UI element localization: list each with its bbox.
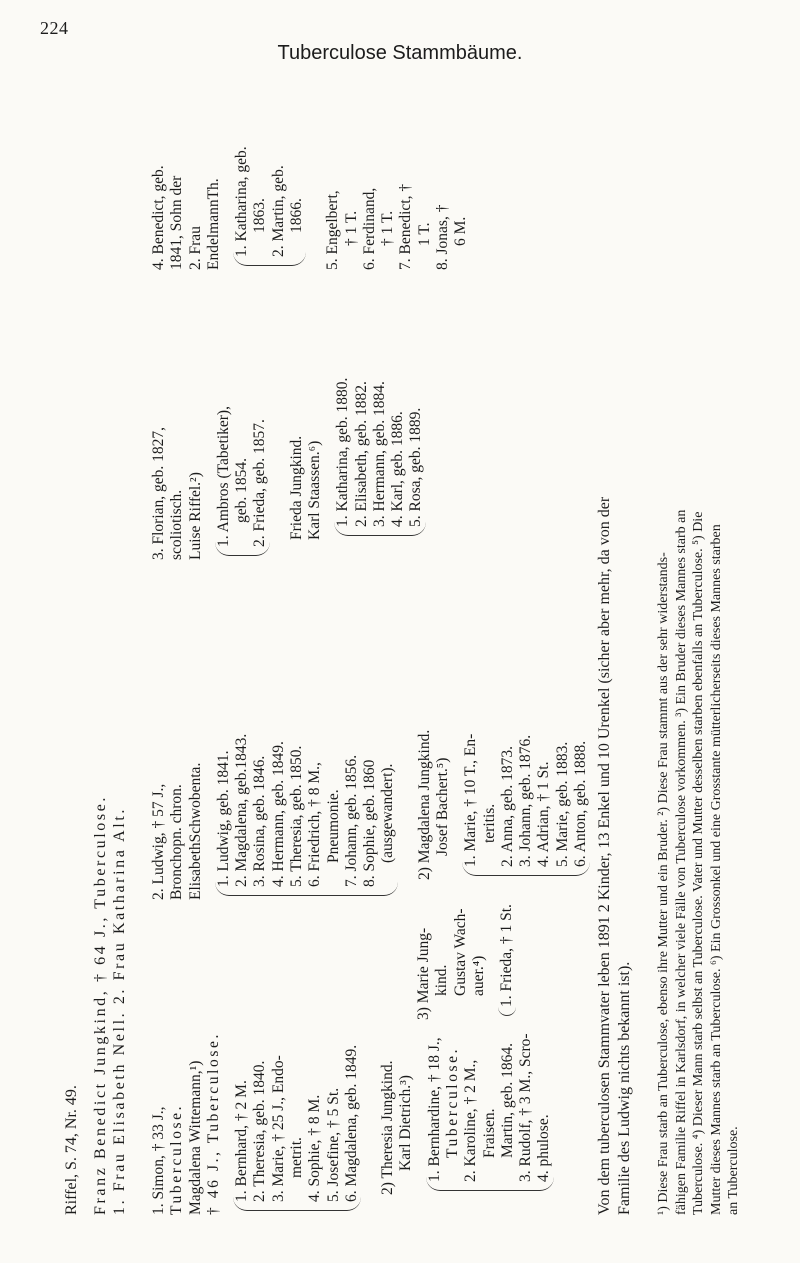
list-item: Fraisen. [480, 1108, 498, 1158]
children-brace [462, 734, 590, 876]
children-brace [215, 406, 270, 556]
entry: Luise Riffel.²) [186, 472, 204, 560]
list-item: 4. phulose. [535, 1114, 553, 1182]
footnote-line: ¹) Diese Frau starb an Tuberculose, ebenso ihre Mutter und ein Bruder. ²) Diese Frau stammt aus der sehr widerstands- [656, 552, 671, 1215]
entry: Karl Staassen.⁶) [305, 440, 323, 540]
list-item: 1. Ludwig, geb. 1841. [214, 750, 232, 887]
entry: EndelmannTh. [204, 178, 222, 270]
list-item: 8. Sophie, geb. 1860 [361, 759, 379, 887]
children-list [334, 378, 425, 527]
list-item: 1863. [251, 198, 269, 233]
entry: Magdalena Wittemann,¹) [186, 1060, 204, 1215]
list-item: metrit. [287, 1137, 305, 1178]
list-item: 3. Rosina, geb. 1846. [251, 755, 269, 887]
entry: 1. Simon, † 33 J., [150, 1106, 167, 1215]
ancestor-wives: 1. Frau Elisabeth Nell. 2. Frau Katharina Alt. [110, 807, 128, 1215]
list-item: 1. Bernhard, † 2 M. [233, 1080, 251, 1202]
children-brace [426, 1033, 554, 1191]
footnote-line: an Tuberculose. [726, 1126, 741, 1215]
children-list [233, 1045, 361, 1202]
branch-parent [150, 378, 205, 560]
list-item: 2. Anna, geb. 1873. [498, 746, 516, 867]
entry: Josef Bachert.⁵) [433, 757, 451, 856]
entry: kind. [433, 964, 451, 996]
children-brace [215, 734, 398, 896]
list-item: 4. Sophie, † 8 M. [306, 1094, 324, 1202]
branch-ludwig [150, 730, 590, 900]
entry: ElisabethSchwobenta. [186, 762, 204, 900]
list-item: 3. Rudolf, † 3 M., Scro- [517, 1033, 535, 1182]
children-brace [233, 1045, 361, 1211]
entry: † 1 T. [379, 210, 397, 246]
branch-parent [150, 146, 223, 270]
entry: 5. Engelbert, [324, 190, 342, 270]
children-brace [498, 904, 516, 1016]
list-item: 2. Magdalena, geb.1843. [233, 733, 251, 887]
entry: 2. Frau [186, 226, 204, 270]
children-list [215, 406, 270, 547]
entry: 1841, Sohn der [168, 175, 186, 270]
branch-parent [150, 1032, 223, 1215]
list-item: 6. Anton, geb. 1888. [571, 740, 589, 867]
list-item: 5. Marie, geb. 1883. [553, 741, 571, 867]
list-item: 6. Friedrich, † 8 M., [306, 762, 324, 887]
list-item: 4. Adrian, † 1 St. [535, 761, 553, 867]
list-item: 1. Bernhardine, † 18 J., [425, 1037, 443, 1182]
other-children [324, 146, 470, 270]
entry: 6 M. [452, 216, 470, 246]
subbranch-theresia [379, 1032, 554, 1195]
entry: Gustav Wach- [451, 908, 469, 996]
running-head: Tuberculose Stammbäume. [277, 42, 523, 64]
list-item: Martin, geb. 1864. [498, 1043, 516, 1158]
list-item: 1. Katharina, geb. [233, 146, 251, 257]
footnote-line: Tuberculose. ⁴) Dieser Mann starb selbst an Tuberculose. Vater und Mutter desselben starben ebenfalls an Tuberculose. ⁵) Die [691, 511, 706, 1215]
entry: 4. Benedict, geb. [150, 165, 167, 270]
branch-simon [150, 1032, 554, 1215]
branch-parent [150, 730, 205, 900]
summary-line: Von dem tuberculosen Stammvater leben 1891 2 Kinder, 13 Enkel und 10 Urenkel (sicher aber mehr, da von der [596, 496, 613, 1215]
entry: † 1 T. [342, 210, 360, 246]
footnote-line: Mutter dieses Mannes starb an Tuberculose. ⁶) Ein Grossonkel und eine Grosstante mütterlicherseits dieses Mannes starben [708, 524, 724, 1215]
list-item: Pneumonie. [324, 789, 342, 863]
branch-benedict [150, 146, 471, 270]
list-item: 5. Theresia, geb. 1850. [287, 745, 305, 887]
list-item: 2. Karoline, † 2 M., [462, 1059, 480, 1182]
children-list [233, 146, 306, 257]
branch-florian [150, 378, 426, 560]
list-item: 2. Theresia, geb. 1840. [251, 1060, 269, 1202]
subbranch-marie [415, 904, 516, 1020]
list-item: 7. Johann, geb. 1856. [342, 754, 360, 887]
list-item: (ausgewandert). [379, 763, 397, 863]
footnote-line: fähigen Familie Riffel in Karlsdorf, in welcher viele Fälle von Tuberculose vorkommen. ³) Ein Bruder dieses Mannes starb an [673, 509, 689, 1215]
list-item: teritis. [480, 803, 498, 843]
list-item: 5. Rosa, geb. 1889. [407, 407, 425, 527]
entry: 3. Florian, geb. 1827, [150, 426, 167, 560]
subbranch-frieda [288, 378, 426, 540]
list-item: 2. Elisabeth, geb. 1882. [352, 381, 370, 527]
entry: 3) Marie Jung- [415, 927, 432, 1020]
list-item: 1. Marie, † 10 T., En- [462, 733, 480, 867]
list-item: Tuberculose. [443, 1046, 461, 1158]
list-item: 1. Katharina, geb. 1880. [334, 377, 352, 527]
entry: Frieda Jungkind. [287, 435, 305, 540]
subbranch-magdalena [416, 730, 591, 880]
entry: 6. Ferdinand, [360, 187, 378, 270]
entry: auer.⁴) [469, 955, 487, 996]
list-item: 4. Karl, geb. 1886. [389, 411, 407, 527]
list-item: geb. 1854. [233, 457, 251, 523]
children-list [215, 734, 398, 887]
list-item: 2. Frieda, geb. 1857. [251, 419, 269, 547]
list-item: 3. Hermann, geb. 1884. [370, 381, 388, 527]
children-list [462, 734, 590, 867]
list-item: 1866. [287, 198, 305, 233]
entry: Karl Dietrich.³) [397, 1075, 415, 1171]
entry: 2. Ludwig, † 57 J., [150, 783, 167, 900]
entry: scoliotisch. [168, 489, 186, 560]
list-item: 1. Frieda, † 1 St. [498, 904, 516, 1007]
page-number: 224 [40, 18, 69, 38]
list-item: 4. Hermann, geb. 1849. [269, 741, 287, 887]
entry: Tuberculose. [168, 1103, 186, 1215]
list-item: 3. Marie, † 25 J., Endo- [269, 1055, 287, 1202]
summary-line: Familie des Ludwig nichts bekannt ist). [616, 961, 633, 1215]
entry: 8. Jonas, † [433, 204, 451, 270]
children-brace [334, 378, 425, 536]
children-brace [233, 146, 306, 266]
footnotes [655, 85, 743, 1215]
pedigree-heading [63, 75, 130, 1215]
entry: Bronchopn. chron. [168, 784, 186, 900]
entry: 2) Magdalena Jungkind. [415, 729, 433, 880]
entry: 1 T. [415, 222, 433, 246]
ancestor-line: Franz Benedict Jungkind, † 64 J., Tuberculose. [91, 794, 109, 1215]
list-item: 2. Martin, geb. [269, 165, 287, 257]
pedigree-table [55, 75, 770, 1235]
children-list [426, 1033, 554, 1182]
entry: † 46 J., Tuberculose. [204, 1032, 222, 1215]
source-reference: Riffel, S. 74, Nr. 49. [63, 1085, 80, 1215]
entry: 2) Theresia Jungkind. [379, 1060, 397, 1195]
summary-paragraph [595, 85, 635, 1215]
list-item: 5. Josefine, † 5 St. [324, 1087, 342, 1202]
list-item: 1. Ambros (Tabetiker), [214, 406, 232, 547]
list-item: 3. Johann, geb. 1876. [517, 734, 535, 867]
entry: 7. Benedict, † [397, 183, 415, 270]
list-item: 6. Magdalena, geb. 1849. [342, 1044, 360, 1202]
